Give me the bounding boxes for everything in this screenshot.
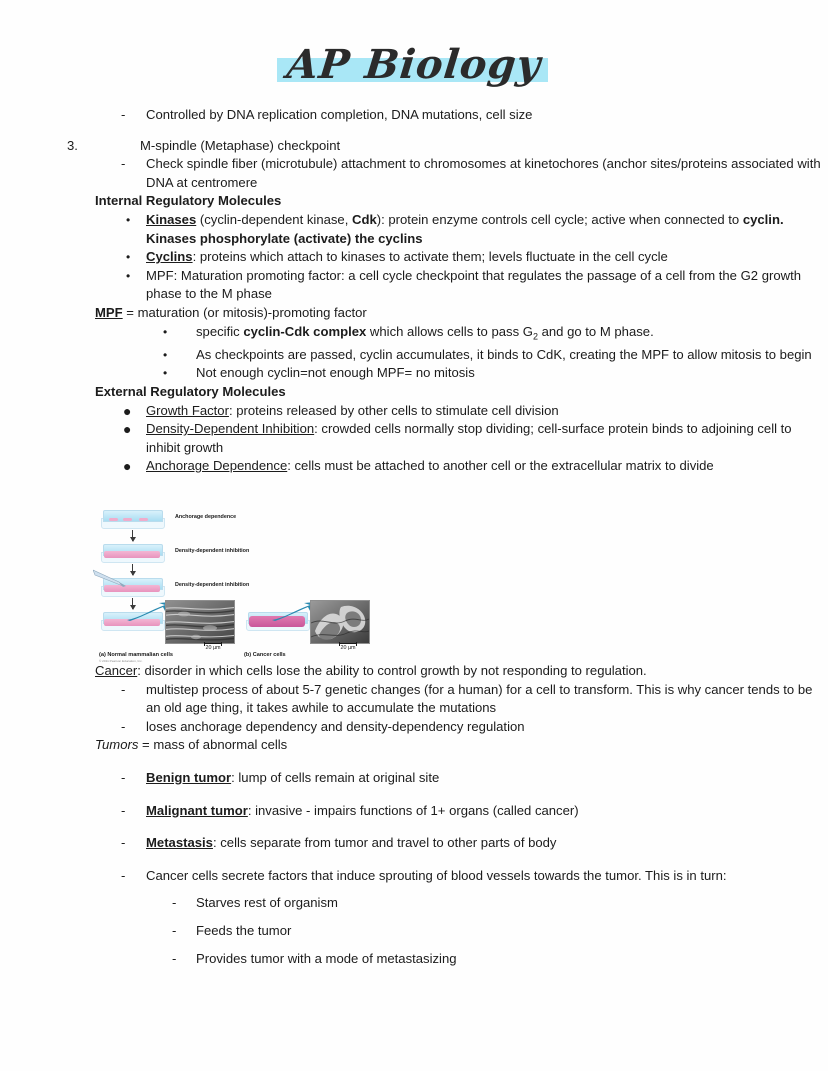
spacer	[0, 755, 828, 769]
list-item	[0, 681, 828, 718]
list-item-text	[196, 323, 828, 346]
list-item	[0, 364, 828, 383]
item-number: 3.	[67, 137, 78, 153]
figure-label-anchorage: Anchorage dependence	[175, 514, 237, 520]
cancer-definition-text: : disorder in which cells lose the ability to control growth by not responding to regulation.	[137, 663, 647, 678]
scale-bar-a	[193, 643, 233, 651]
list-item	[0, 834, 828, 853]
kinases-text-2: ): protein enzyme controls cell cycle; active when connected to	[376, 211, 743, 227]
petri-dish-density-1	[101, 544, 163, 561]
list-item	[0, 950, 828, 969]
list-item-text	[146, 211, 828, 248]
list-item-text: Cancer cells secrete factors that induce sprouting of blood vessels towards the tumor. This is in turn:	[146, 867, 727, 883]
list-item	[0, 922, 828, 941]
section-heading-internal: Internal Regulatory Molecules	[95, 193, 282, 209]
petri-dish-anchorage	[101, 510, 163, 527]
mpf-sub1-a: specific	[196, 323, 244, 339]
dash-marker: -	[121, 802, 126, 818]
list-item	[0, 106, 828, 125]
spacer	[0, 820, 828, 834]
list-item-text: loses anchorage dependency and density-dependency regulation	[146, 718, 525, 734]
term-metastasis: Metastasis	[146, 835, 213, 851]
spacer	[0, 125, 828, 137]
bullet-marker: •	[163, 324, 168, 339]
scale-bar-label: 20 µm	[205, 645, 221, 651]
list-item-text: Starves rest of organism	[196, 895, 338, 911]
scale-bar-line	[204, 643, 222, 644]
bullet-marker: •	[126, 250, 131, 265]
mpf-sub1-b: which allows cells to pass G	[366, 323, 533, 339]
density-text: : crowded cells normally stop dividing; cell-surface protein binds to adjoining cell to inhibit growth	[146, 421, 792, 455]
term-cyclins: Cyclins	[146, 249, 193, 265]
numbered-item-text: M-spindle (Metaphase) checkpoint	[140, 137, 341, 153]
dense-cell-layer	[104, 551, 160, 558]
list-item-text: As checkpoints are passed, cyclin accumulates, it binds to CdK, creating the MPF to allow mitosis to begin	[196, 346, 812, 362]
scale-bar-line	[339, 643, 357, 644]
spacer	[0, 788, 828, 802]
mpf-sub1-c: and go to M phase.	[537, 323, 654, 339]
figure-caption-b: (b) Cancer cells	[244, 652, 286, 658]
spacer	[0, 941, 828, 950]
list-item	[0, 155, 828, 192]
anchorage-text: : cells must be attached to another cell or the extracellular matrix to divide	[287, 458, 714, 474]
bullet-marker: •	[126, 268, 131, 283]
term-growth-factor: Growth Factor	[146, 402, 229, 418]
list-item	[0, 802, 828, 821]
scale-bar-b	[328, 643, 368, 651]
list-item	[0, 248, 828, 267]
dash-marker: -	[121, 867, 126, 883]
mpf-definition-text: = maturation (or mitosis)-promoting factor	[122, 304, 367, 320]
dash-marker: -	[121, 769, 126, 785]
micrograph-cancer-cells	[310, 600, 370, 644]
term-tumors: Tumors	[95, 737, 139, 753]
list-item-text	[146, 834, 828, 853]
list-item-text: Not enough cyclin=not enough MPF= no mitosis	[196, 365, 475, 381]
term-cyclin-cdk-complex: cyclin-Cdk complex	[243, 323, 367, 339]
micrograph-normal-cells	[165, 600, 235, 644]
term-malignant-tumor: Malignant tumor	[146, 802, 248, 818]
down-arrow-icon	[132, 530, 133, 541]
list-item	[0, 420, 828, 457]
metastasis-text: : cells separate from tumor and travel to other parts of body	[212, 835, 557, 851]
list-item-text	[146, 769, 828, 788]
term-benign-tumor: Benign tumor	[146, 769, 232, 785]
term-density-dependent-inhibition: Density-Dependent Inhibition	[146, 421, 315, 437]
kinases-bold-tail: cyclin. Kinases phosphorylate (activate) the cyclins	[146, 211, 784, 246]
dash-marker: -	[121, 718, 126, 734]
spacer	[0, 885, 828, 894]
figure-label-density-1: Density-dependent inhibition	[175, 548, 250, 554]
dash-marker: -	[121, 835, 126, 851]
spacer	[0, 853, 828, 867]
dash-marker: -	[121, 107, 126, 122]
list-item-text	[146, 248, 828, 267]
list-item-text	[146, 402, 828, 421]
list-item	[0, 402, 828, 421]
list-item-text: Controlled by DNA replication completion, DNA mutations, cell size	[146, 107, 533, 122]
growth-factor-text: : proteins released by other cells to stimulate cell division	[228, 402, 559, 418]
scraper-tool-icon	[93, 568, 137, 590]
figure-label-density-2: Density-dependent inhibition	[175, 582, 250, 588]
list-item	[0, 267, 828, 304]
term-cancer: Cancer	[95, 663, 138, 678]
numbered-item	[0, 137, 828, 156]
notes-body	[0, 106, 828, 476]
cyclins-text: : proteins which attach to kinases to activate them; levels fluctuate in the cell cycle	[192, 249, 668, 265]
list-item-text	[146, 802, 828, 821]
list-item	[0, 894, 828, 913]
page-title	[0, 36, 828, 102]
term-kinases: Kinases	[146, 211, 197, 227]
title-text: AP Biology	[284, 41, 544, 88]
list-item-text	[146, 420, 828, 457]
figure-credit: © 2011 Pearson Education, Inc.	[99, 659, 143, 663]
list-item-text: Provides tumor with a mode of metastasizing	[196, 950, 457, 966]
sparse-cells	[107, 518, 157, 522]
dash-marker: -	[172, 922, 177, 938]
section-heading-external: External Regulatory Molecules	[95, 383, 286, 399]
list-item	[0, 718, 828, 737]
list-item	[0, 867, 828, 886]
kinases-text-1: (cyclin-dependent kinase,	[196, 211, 352, 227]
list-item	[0, 769, 828, 788]
bullet-marker: ●	[123, 421, 132, 438]
list-item-text: MPF: Maturation promoting factor: a cell cycle checkpoint that regulates the passage of a cell from the G2 growth phase to the M phase	[146, 267, 802, 302]
bullet-marker: •	[163, 347, 168, 362]
list-item	[0, 457, 828, 476]
bullet-marker: ●	[123, 458, 132, 475]
term-mpf: MPF	[95, 304, 123, 320]
list-item-text	[146, 457, 828, 476]
term-anchorage-dependence: Anchorage Dependence	[146, 458, 288, 474]
scale-bar-label: 20 µm	[340, 645, 356, 651]
list-item-text: multistep process of about 5-7 genetic changes (for a human) for a cell to transform. This is why cancer tends to be an old age thing, it takes awhile to accumulate the mutations	[146, 681, 813, 716]
figure-caption-a: (a) Normal mammalian cells	[99, 652, 173, 658]
dash-marker: -	[121, 156, 126, 172]
benign-text: : lump of cells remain at original site	[231, 769, 440, 785]
notes-body-lower	[0, 662, 828, 968]
list-item-text: Check spindle fiber (microtubule) attachment to chromosomes at kinetochores (anchor sites/proteins associated with DNA at centromere	[146, 156, 821, 190]
tumors-definition-text: = mass of abnormal cells	[138, 737, 288, 753]
bullet-marker: •	[126, 212, 131, 227]
dash-marker: -	[172, 895, 177, 911]
list-item	[0, 323, 828, 346]
mpf-definition-line	[0, 304, 828, 323]
term-cdk: Cdk	[352, 211, 377, 227]
tumors-definition-line	[0, 736, 828, 755]
spacer	[0, 913, 828, 922]
malignant-text: : invasive - impairs functions of 1+ organs (called cancer)	[247, 802, 579, 818]
g2-subscript: 2	[532, 331, 538, 342]
cell-division-figure	[99, 508, 356, 663]
list-item	[0, 211, 828, 248]
bullet-marker: •	[163, 366, 168, 381]
dash-marker: -	[121, 681, 126, 697]
dash-marker: -	[172, 950, 177, 966]
bullet-marker: ●	[123, 402, 132, 419]
list-item	[0, 346, 828, 365]
cancer-definition-line	[0, 662, 828, 681]
list-item-text: Feeds the tumor	[196, 922, 292, 938]
